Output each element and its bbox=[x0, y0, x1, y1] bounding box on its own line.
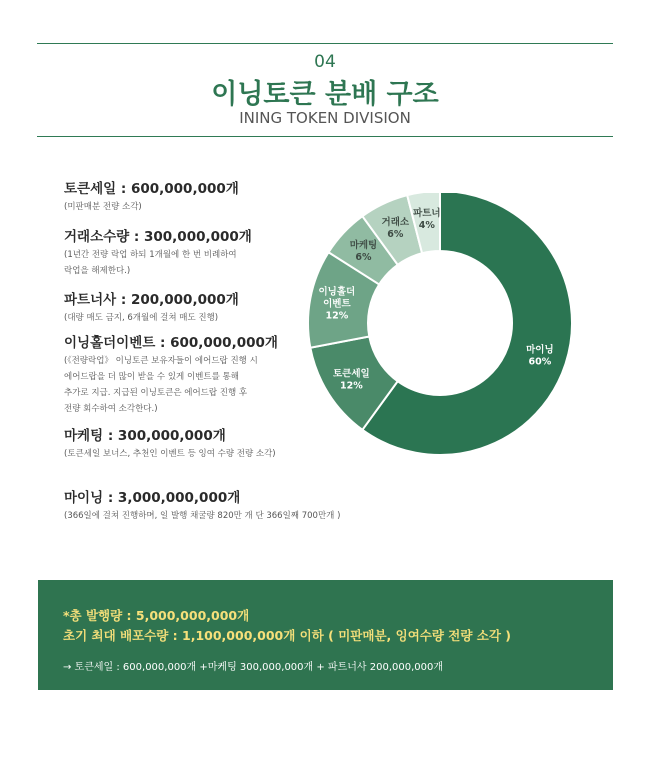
allocation-title: 이닝홀더이벤트 : 600,000,000개 bbox=[64, 335, 278, 351]
summary-box bbox=[38, 580, 613, 690]
note-line: (1년간 전량 락업 하되 1개월에 한 번 비례하여 bbox=[64, 250, 237, 260]
top-rule bbox=[37, 43, 613, 44]
page-subtitle: INING TOKEN DIVISION bbox=[239, 109, 411, 127]
bottom-rule bbox=[37, 136, 613, 137]
note-line: (대량 매도 금지, 6개월에 걸쳐 매도 진행) bbox=[64, 313, 219, 323]
donut-label-5: 파트너 4% bbox=[413, 207, 441, 231]
distribution-donut-chart bbox=[295, 193, 585, 458]
note-line: (미판매분 전량 소각) bbox=[64, 202, 142, 212]
note-line: 추가로 지급. 지급된 이닝토큰은 에어드랍 진행 후 bbox=[64, 388, 248, 398]
allocation-title: 토큰세일 : 600,000,000개 bbox=[64, 181, 239, 197]
allocation-title: 거래소수량 : 300,000,000개 bbox=[64, 229, 252, 245]
allocation-title: 파트너사 : 200,000,000개 bbox=[64, 292, 239, 308]
note-line: (《전량락업》 이닝토큰 보유자들이 에어드랍 진행 시 bbox=[64, 356, 258, 366]
summary-breakdown: → 토큰세일 : 600,000,000개 +마케팅 300,000,000개 + 파트너사 200,000,000개 bbox=[63, 662, 444, 673]
note-line: (366일에 걸쳐 진행하며, 일 발행 채굴량 820만 개 단 366일째 700만개 ) bbox=[64, 511, 341, 521]
donut-label-4: 거래소 6% bbox=[381, 216, 410, 240]
note-line: (토큰세일 보너스, 추천인 이벤트 등 잉여 수량 전량 소각) bbox=[64, 449, 276, 459]
allocation-item-mining bbox=[64, 486, 364, 524]
note-line: 전량 회수하여 소각한다.) bbox=[64, 404, 158, 414]
donut-label-1: 토큰세일 12% bbox=[332, 368, 370, 392]
allocation-note bbox=[64, 508, 364, 524]
note-line: 락업을 해제한다.) bbox=[64, 266, 131, 276]
donut-label-0: 마이닝 60% bbox=[526, 344, 554, 368]
page-title: 이닝토큰 분배 구조 bbox=[211, 79, 439, 110]
donut-label-2: 이닝홀더 이벤트 12% bbox=[318, 286, 356, 322]
summary-initial-supply: 초기 최대 배포수량 : 1,100,000,000개 이하 ( 미판매분, 잉여수량 전량 소각 ) bbox=[63, 628, 511, 643]
allocation-title: 마이닝 : 3,000,000,000개 bbox=[64, 490, 241, 506]
section-number: 04 bbox=[314, 52, 336, 72]
donut-label-3: 마케팅 6% bbox=[349, 240, 378, 264]
note-line: 에어드랍을 더 많이 받을 수 있게 이벤트를 통해 bbox=[64, 372, 239, 382]
summary-total: *총 발행량 : 5,000,000,000개 bbox=[63, 608, 250, 623]
allocation-title: 마케팅 : 300,000,000개 bbox=[64, 428, 226, 444]
